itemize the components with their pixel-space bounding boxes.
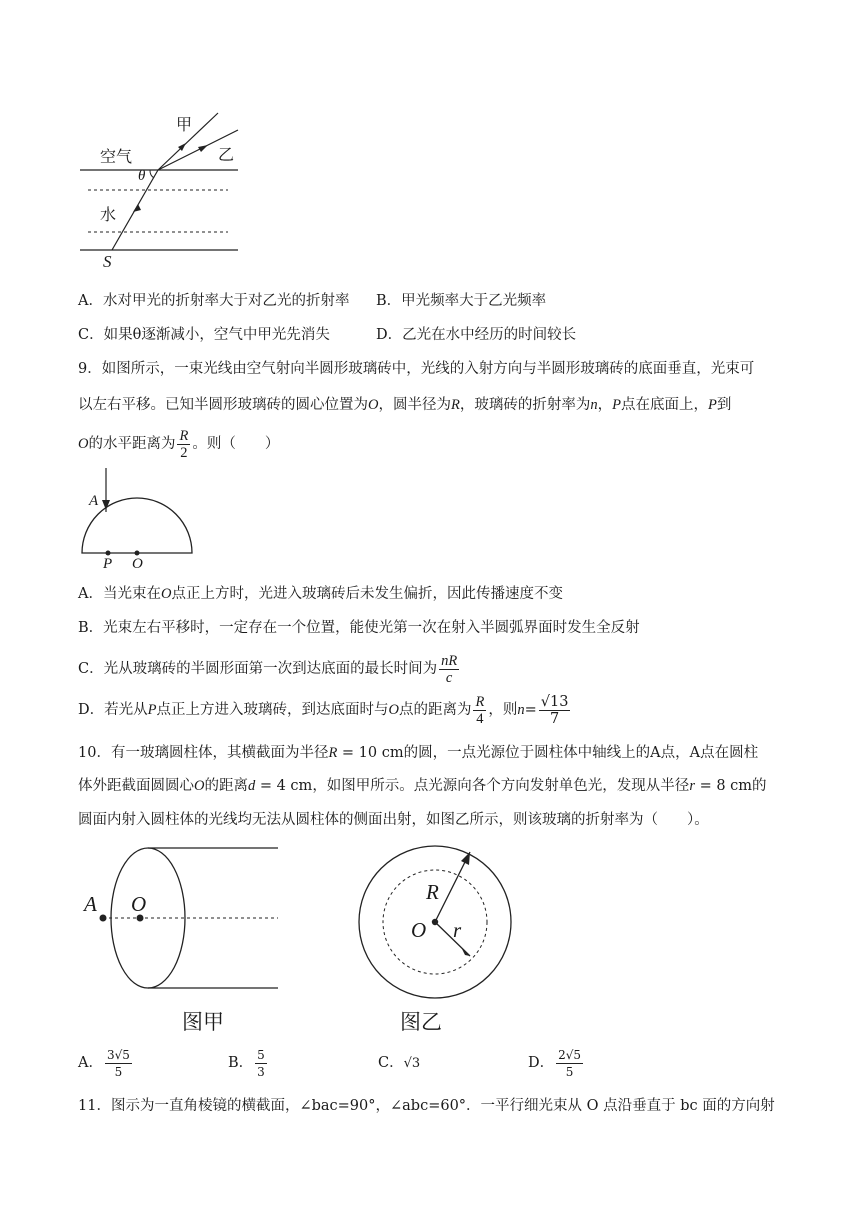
cylinder-label-a: A xyxy=(84,892,97,916)
q8-option-d: D．乙光在水中经历的时间较长 xyxy=(376,327,577,343)
semicircle-label-p: P xyxy=(103,556,113,572)
q9-option-b: B．光束左右平移时，一定存在一个位置，能使光第一次在射入半圆弧界面时发生全反射 xyxy=(78,620,640,636)
q9-option-a: A．当光束在O点正上方时，光进入玻璃砖后未发生偏折，因此传播速度不变 xyxy=(78,586,563,602)
cylinder-label-o: O xyxy=(131,892,147,916)
q10-option-b: B． $\frac{5}{3}$ xyxy=(228,1047,265,1079)
semicircle-label-a: A xyxy=(89,493,99,509)
q9-stem-line3: O的水平距离为 $\frac{R}{2}$ 。则（ ） xyxy=(78,427,280,461)
semicircle-label-o: O xyxy=(132,556,143,572)
label-yi: 乙 xyxy=(218,145,235,164)
label-s: S xyxy=(103,252,112,271)
cross-section-label-o: O xyxy=(411,918,427,942)
label-theta: θ xyxy=(138,168,146,184)
q10-stem-line3: 圆面内射入圆柱体的光线均无法从圆柱体的侧面出射，如图乙所示，则该玻璃的折射率为（ ）。 xyxy=(78,812,709,828)
q9-option-d: D．若光从P点正上方进入玻璃砖，到达底面时与O点的距离为 $\frac{R}{4}$ ，则n= $\frac{√13}{7}$ xyxy=(78,693,569,727)
q11-stem-line1: 11．图示为一直角棱镜的横截面，∠bac=90°，∠abc=60°．一平行细光束从 O 点沿垂直于 bc 面的方向射 xyxy=(78,1098,775,1114)
q10-option-a: A． $\frac{3√5}{5}$ xyxy=(78,1047,130,1079)
q8-option-b: B．甲光频率大于乙光频率 xyxy=(376,293,547,309)
cross-section-label-r-outer: R xyxy=(426,880,439,904)
q9-stem-line2: 以左右平移。已知半圆形玻璃砖的圆心位置为O，圆半径为R，玻璃砖的折射率为n，P点在底面上，P到 xyxy=(78,397,732,413)
q10-option-d: D． $\frac{2√5}{5}$ xyxy=(528,1047,582,1079)
q9-stem-line1: 9．如图所示，一束光线由空气射向半圆形玻璃砖中，光线的入射方向与半圆形玻璃砖的底面垂直，光束可 xyxy=(78,361,755,377)
label-water: 水 xyxy=(100,205,117,224)
cross-section-label-r-inner: r xyxy=(453,918,462,942)
q9-option-c: C．光从玻璃砖的半圆形面第一次到达底面的最长时间为 $\frac{nR}{c}$ xyxy=(78,652,458,686)
cylinder-caption: 图甲 xyxy=(182,1010,224,1034)
q8-option-c: C．如果θ逐渐减小，空气中甲光先消失 xyxy=(78,327,330,343)
q10-option-c: C．√3 xyxy=(378,1055,421,1071)
q10-stem-line2: 体外距截面圆圆心O的距离d = 4 cm，如图甲所示。点光源向各个方向发射单色光，发现从半径r = 8 cm的 xyxy=(78,778,767,794)
q10-stem-line1: 10．有一玻璃圆柱体，其横截面为半径R = 10 cm的圆，一点光源位于圆柱体中轴线上的A点，A点在圆柱 xyxy=(78,745,759,761)
cross-section-caption: 图乙 xyxy=(400,1010,442,1034)
label-jia: 甲 xyxy=(176,115,193,134)
q8-option-a: A．水对甲光的折射率大于对乙光的折射率 xyxy=(78,293,350,309)
label-air: 空气 xyxy=(100,147,133,166)
